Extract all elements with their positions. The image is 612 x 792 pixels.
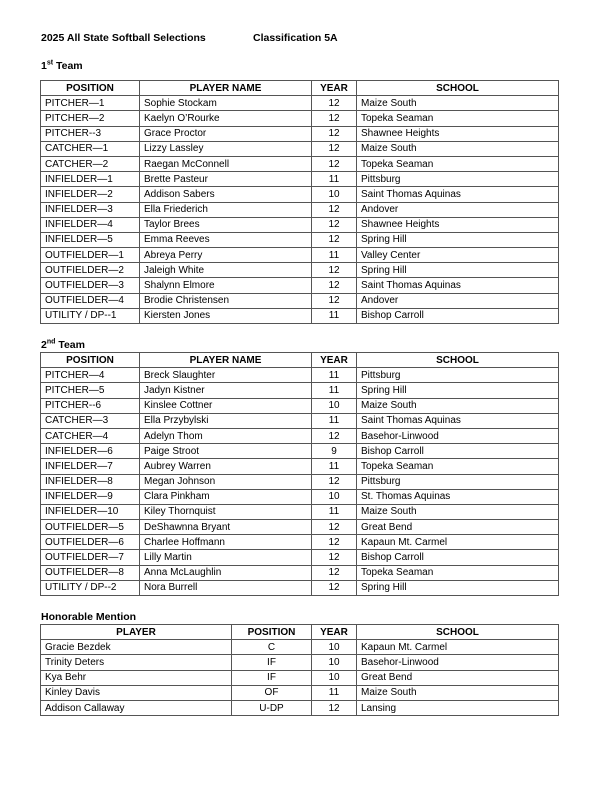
table-cell: 12 [312,156,357,171]
table-cell: 12 [312,580,357,595]
table-row [41,535,559,550]
table-row [41,700,559,715]
table-header-row [41,353,559,368]
table-row [41,96,559,111]
table-header-row [41,625,559,640]
table-cell: Topeka Seaman [357,459,559,474]
table-cell: Lansing [357,700,559,715]
table-cell: 12 [312,278,357,293]
column-header: PLAYER NAME [140,81,312,96]
table-row [41,428,559,443]
table-cell: INFIELDER—6 [41,444,140,459]
table-row [41,670,559,685]
table-cell: 11 [312,248,357,263]
table-cell: C [232,640,312,655]
table-cell: 11 [312,504,357,519]
table-cell: Breck Slaughter [140,368,312,383]
table-cell: St. Thomas Aquinas [357,489,559,504]
table-cell: PITCHER—2 [41,111,140,126]
column-header: YEAR [312,81,357,96]
table-row [41,565,559,580]
honorable-mention-table [40,624,559,716]
table-row [41,444,559,459]
table-cell: 12 [312,535,357,550]
table-row [41,474,559,489]
table-cell: Great Bend [357,670,559,685]
table-cell: Kinley Davis [41,685,232,700]
table-row [41,248,559,263]
column-header: POSITION [41,81,140,96]
column-header: PLAYER NAME [140,353,312,368]
table-cell: INFIELDER—9 [41,489,140,504]
table-cell: CATCHER—3 [41,413,140,428]
table-cell: 12 [312,293,357,308]
column-header: YEAR [312,625,357,640]
table-cell: Basehor-Linwood [357,428,559,443]
table-cell: Addison Sabers [140,187,312,202]
table-row [41,232,559,247]
table-cell: 11 [312,172,357,187]
table-cell: Trinity Deters [41,655,232,670]
table-row [41,293,559,308]
table-row [41,202,559,217]
table-cell: Kaelyn O’Rourke [140,111,312,126]
table-cell: UTILITY / DP--1 [41,308,140,323]
table-cell: 12 [312,202,357,217]
table-row [41,187,559,202]
table-cell: Maize South [357,398,559,413]
table-row [41,263,559,278]
table-cell: Ella Przybylski [140,413,312,428]
table-cell: 12 [312,474,357,489]
table-cell: INFIELDER—8 [41,474,140,489]
table-cell: Bishop Carroll [357,550,559,565]
table-cell: OUTFIELDER—8 [41,565,140,580]
table-cell: IF [232,655,312,670]
table-cell: INFIELDER—5 [41,232,140,247]
table-cell: Maize South [357,685,559,700]
table-cell: Lilly Martin [140,550,312,565]
table-row [41,489,559,504]
table-cell: Maize South [357,96,559,111]
table-cell: PITCHER—5 [41,383,140,398]
table-cell: 11 [312,459,357,474]
table-cell: 12 [312,428,357,443]
table-cell: CATCHER—1 [41,141,140,156]
table-row [41,156,559,171]
table-cell: OUTFIELDER—7 [41,550,140,565]
table-cell: Brette Pasteur [140,172,312,187]
table-cell: Taylor Brees [140,217,312,232]
table-cell: Pittsburg [357,172,559,187]
table-cell: Pittsburg [357,474,559,489]
table-cell: 10 [312,187,357,202]
table-cell: 10 [312,655,357,670]
table-cell: PITCHER—1 [41,96,140,111]
table-row [41,685,559,700]
table-row [41,308,559,323]
table-cell: Kapaun Mt. Carmel [357,535,559,550]
table-cell: 11 [312,413,357,428]
first-team-title: 1st Team [41,59,83,72]
table-cell: Kapaun Mt. Carmel [357,640,559,655]
table-cell: 11 [312,368,357,383]
table-cell: Kinslee Cottner [140,398,312,413]
table-cell: Adelyn Thom [140,428,312,443]
table-cell: Saint Thomas Aquinas [357,187,559,202]
table-cell: Gracie Bezdek [41,640,232,655]
table-cell: OUTFIELDER—5 [41,520,140,535]
table-cell: Topeka Seaman [357,565,559,580]
table-cell: Saint Thomas Aquinas [357,278,559,293]
table-cell: Jadyn Kistner [140,383,312,398]
document-title: 2025 All State Softball Selections [41,32,206,44]
table-cell: Andover [357,202,559,217]
table-cell: Aubrey Warren [140,459,312,474]
classification-label: Classification 5A [253,32,338,44]
table-cell: 12 [312,700,357,715]
table-row [41,126,559,141]
table-cell: Bishop Carroll [357,444,559,459]
table-cell: Ella Friederich [140,202,312,217]
table-cell: PITCHER—4 [41,368,140,383]
table-cell: Emma Reeves [140,232,312,247]
table-cell: Kya Behr [41,670,232,685]
table-row [41,278,559,293]
table-cell: Paige Stroot [140,444,312,459]
table-cell: 11 [312,383,357,398]
table-row [41,655,559,670]
table-header-row [41,81,559,96]
table-cell: 11 [312,685,357,700]
table-row [41,580,559,595]
second-team-title: 2nd Team [41,338,85,351]
table-cell: 12 [312,217,357,232]
table-cell: Spring Hill [357,383,559,398]
table-cell: CATCHER—2 [41,156,140,171]
table-row [41,550,559,565]
document-header [41,32,338,44]
table-cell: Grace Proctor [140,126,312,141]
table-cell: OUTFIELDER—4 [41,293,140,308]
table-cell: OUTFIELDER—1 [41,248,140,263]
table-row [41,520,559,535]
table-cell: Saint Thomas Aquinas [357,413,559,428]
table-cell: 12 [312,141,357,156]
column-header: SCHOOL [357,353,559,368]
table-cell: 12 [312,96,357,111]
table-cell: Charlee Hoffmann [140,535,312,550]
table-cell: Brodie Christensen [140,293,312,308]
table-cell: OUTFIELDER—6 [41,535,140,550]
table-cell: INFIELDER—1 [41,172,140,187]
table-cell: CATCHER—4 [41,428,140,443]
table-cell: 10 [312,640,357,655]
table-cell: Valley Center [357,248,559,263]
honorable-mention-title: Honorable Mention [41,611,137,623]
table-cell: Topeka Seaman [357,156,559,171]
table-cell: DeShawnna Bryant [140,520,312,535]
table-cell: PITCHER--6 [41,398,140,413]
table-cell: 12 [312,126,357,141]
table-cell: 10 [312,398,357,413]
table-cell: Maize South [357,504,559,519]
table-cell: Kiersten Jones [140,308,312,323]
table-cell: 11 [312,308,357,323]
table-row [41,640,559,655]
table-row [41,413,559,428]
table-row [41,398,559,413]
table-cell: 10 [312,489,357,504]
first-team-table [40,80,559,324]
table-cell: Nora Burrell [140,580,312,595]
table-row [41,368,559,383]
table-cell: OF [232,685,312,700]
table-cell: IF [232,670,312,685]
table-cell: Great Bend [357,520,559,535]
table-cell: OUTFIELDER—3 [41,278,140,293]
table-cell: 10 [312,670,357,685]
table-cell: Maize South [357,141,559,156]
table-cell: 12 [312,232,357,247]
table-cell: 12 [312,111,357,126]
table-cell: Spring Hill [357,263,559,278]
table-cell: Jaleigh White [140,263,312,278]
table-cell: Raegan McConnell [140,156,312,171]
table-cell: U-DP [232,700,312,715]
table-row [41,111,559,126]
table-cell: INFIELDER—10 [41,504,140,519]
table-cell: INFIELDER—4 [41,217,140,232]
table-cell: 12 [312,565,357,580]
table-cell: Anna McLaughlin [140,565,312,580]
table-row [41,383,559,398]
table-cell: Basehor-Linwood [357,655,559,670]
table-cell: Lizzy Lassley [140,141,312,156]
table-cell: Bishop Carroll [357,308,559,323]
table-row [41,141,559,156]
table-cell: Pittsburg [357,368,559,383]
table-cell: 12 [312,263,357,278]
table-row [41,172,559,187]
column-header: SCHOOL [357,81,559,96]
table-row [41,217,559,232]
table-cell: Andover [357,293,559,308]
table-cell: Abreya Perry [140,248,312,263]
table-cell: 12 [312,520,357,535]
table-cell: Megan Johnson [140,474,312,489]
table-cell: INFIELDER—3 [41,202,140,217]
column-header: SCHOOL [357,625,559,640]
table-row [41,504,559,519]
table-cell: Spring Hill [357,580,559,595]
table-cell: Kiley Thornquist [140,504,312,519]
second-team-table [40,352,559,596]
table-cell: Sophie Stockam [140,96,312,111]
column-header: PLAYER [41,625,232,640]
table-cell: Spring Hill [357,232,559,247]
table-cell: Addison Callaway [41,700,232,715]
table-cell: 9 [312,444,357,459]
table-cell: Topeka Seaman [357,111,559,126]
column-header: YEAR [312,353,357,368]
table-cell: OUTFIELDER—2 [41,263,140,278]
table-row [41,459,559,474]
table-cell: 12 [312,550,357,565]
table-cell: Shawnee Heights [357,217,559,232]
column-header: POSITION [41,353,140,368]
table-cell: INFIELDER—7 [41,459,140,474]
column-header: POSITION [232,625,312,640]
table-cell: Clara Pinkham [140,489,312,504]
table-cell: UTILITY / DP--2 [41,580,140,595]
table-cell: Shawnee Heights [357,126,559,141]
table-cell: PITCHER--3 [41,126,140,141]
table-cell: Shalynn Elmore [140,278,312,293]
table-cell: INFIELDER—2 [41,187,140,202]
